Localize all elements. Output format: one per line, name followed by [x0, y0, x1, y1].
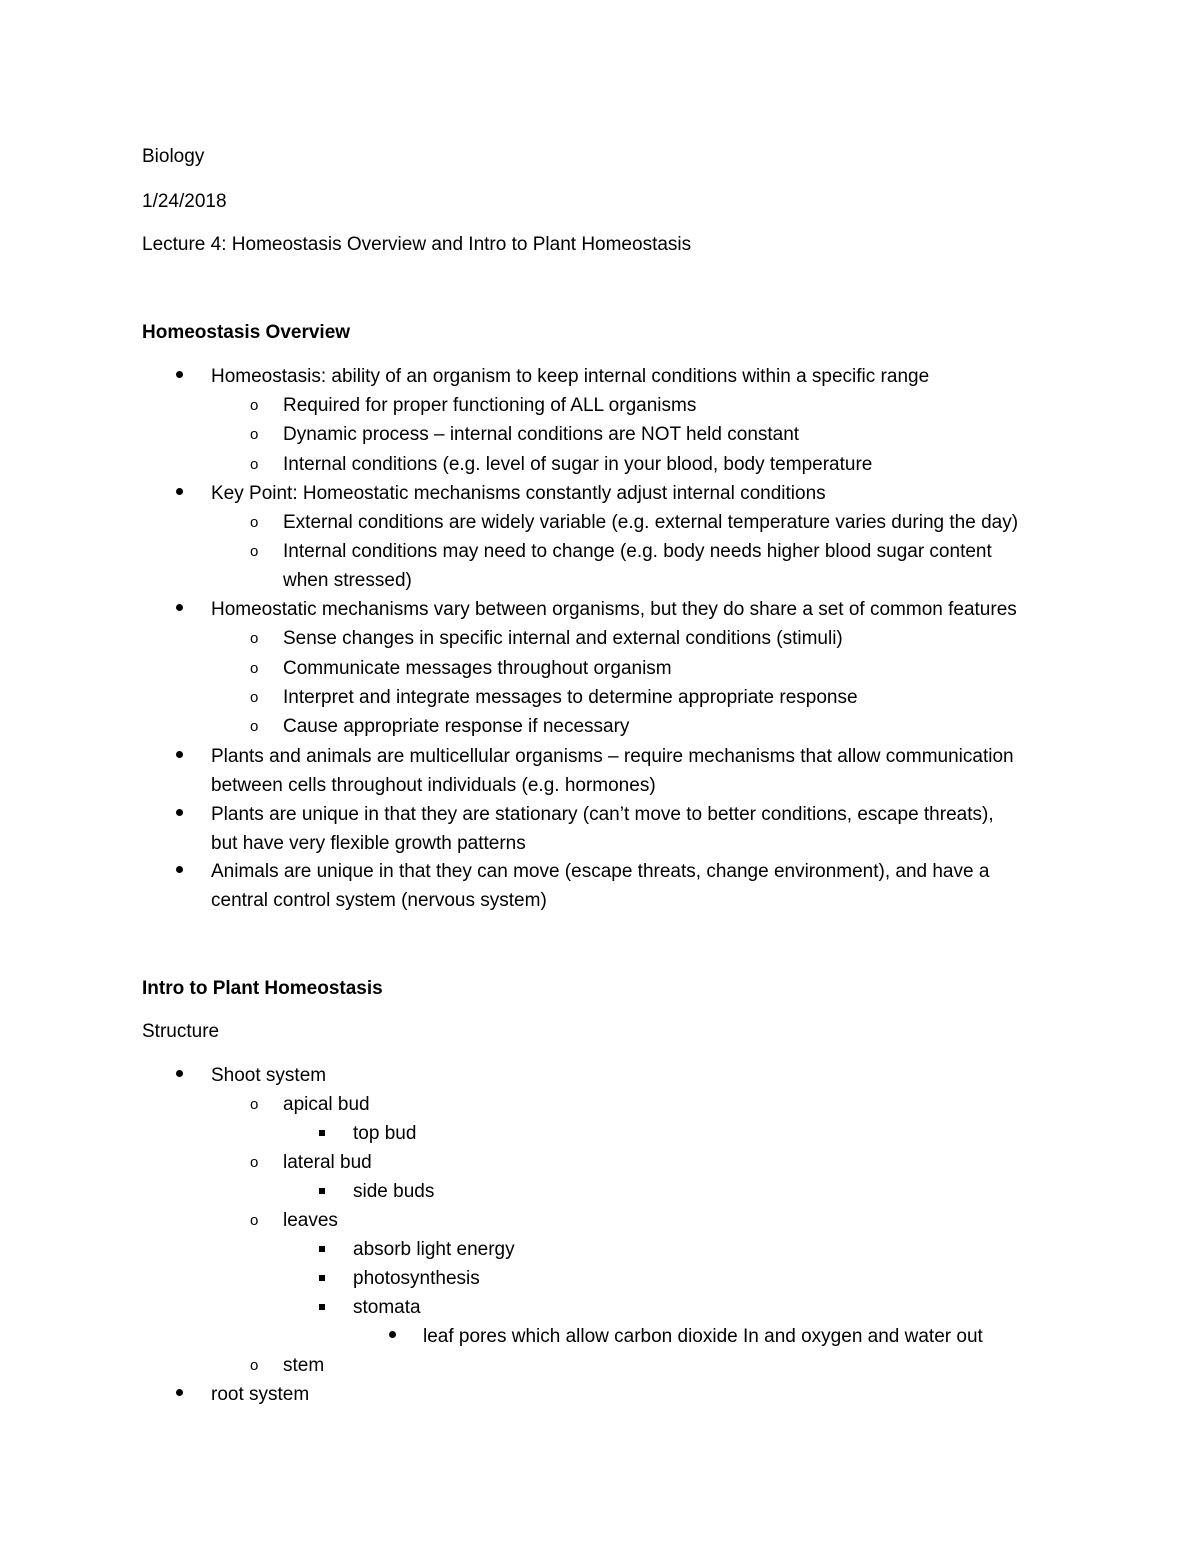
list-item: Shoot system [211, 1065, 327, 1086]
list-item: Cause appropriate response if necessary [283, 716, 630, 737]
bullet-disc-icon [176, 1389, 183, 1396]
bullet-circle-icon: o [250, 1212, 259, 1229]
list-item-continuation: central control system (nervous system) [211, 890, 547, 911]
list-item: stem [283, 1355, 325, 1376]
bullet-square-icon [319, 1130, 325, 1136]
bullet-circle-icon: o [250, 426, 259, 443]
bullet-square-icon [319, 1304, 325, 1310]
list-item: apical bud [283, 1094, 370, 1115]
list-item: leaves [283, 1210, 338, 1231]
bullet-disc-icon [176, 1070, 183, 1077]
bullet-circle-icon: o [250, 514, 259, 531]
list-item: Internal conditions (e.g. level of sugar in your blood, body temperature [283, 454, 873, 475]
list-item: stomata [353, 1297, 421, 1318]
bullet-circle-icon: o [250, 397, 259, 414]
list-item: Dynamic process – internal conditions are NOT held constant [283, 424, 800, 445]
section-heading-plant-homeostasis: Intro to Plant Homeostasis [142, 978, 383, 999]
list-item: lateral bud [283, 1152, 372, 1173]
list-item: Sense changes in specific internal and external conditions (stimuli) [283, 628, 843, 649]
list-item: top bud [353, 1123, 417, 1144]
list-item: leaf pores which allow carbon dioxide In and oxygen and water out [423, 1326, 983, 1347]
bullet-square-icon [319, 1188, 325, 1194]
subject-title: Biology [142, 146, 205, 167]
bullet-circle-icon: o [250, 1096, 259, 1113]
bullet-square-icon [319, 1275, 325, 1281]
list-item: root system [211, 1384, 310, 1405]
lecture-date: 1/24/2018 [142, 191, 227, 212]
list-item-continuation: but have very flexible growth patterns [211, 833, 526, 854]
bullet-square-icon [319, 1246, 325, 1252]
list-item: External conditions are widely variable (e.g. external temperature varies during the day) [283, 512, 1019, 533]
bullet-circle-icon: o [250, 543, 259, 560]
bullet-circle-icon: o [250, 660, 259, 677]
list-item: Internal conditions may need to change (e.g. body needs higher blood sugar content [283, 541, 992, 562]
list-item: Key Point: Homeostatic mechanisms constantly adjust internal conditions [211, 483, 826, 504]
list-item: Plants and animals are multicellular organisms – require mechanisms that allow communication [211, 746, 1014, 767]
bullet-disc-icon [176, 488, 183, 495]
bullet-circle-icon: o [250, 1154, 259, 1171]
list-item: Plants are unique in that they are stationary (can’t move to better conditions, escape threats), [211, 804, 994, 825]
list-item: Animals are unique in that they can move (escape threats, change environment), and have a [211, 861, 990, 882]
list-item: Homeostatic mechanisms vary between organisms, but they do share a set of common features [211, 599, 1017, 620]
list-item: Communicate messages throughout organism [283, 658, 672, 679]
list-item-continuation: between cells throughout individuals (e.g. hormones) [211, 775, 656, 796]
list-item: Required for proper functioning of ALL organisms [283, 395, 697, 416]
list-item: photosynthesis [353, 1268, 480, 1289]
bullet-disc-icon [389, 1331, 396, 1338]
list-item: Homeostasis: ability of an organism to keep internal conditions within a specific range [211, 366, 930, 387]
bullet-circle-icon: o [250, 1357, 259, 1374]
list-item-continuation: when stressed) [283, 570, 412, 591]
bullet-circle-icon: o [250, 630, 259, 647]
bullet-disc-icon [176, 604, 183, 611]
bullet-circle-icon: o [250, 456, 259, 473]
bullet-disc-icon [176, 809, 183, 816]
list-item: absorb light energy [353, 1239, 515, 1260]
bullet-circle-icon: o [250, 689, 259, 706]
bullet-disc-icon [176, 371, 183, 378]
lecture-title: Lecture 4: Homeostasis Overview and Intro to Plant Homeostasis [142, 234, 692, 255]
section-heading-homeostasis-overview: Homeostasis Overview [142, 322, 351, 343]
list-item: Interpret and integrate messages to determine appropriate response [283, 687, 858, 708]
bullet-disc-icon [176, 751, 183, 758]
subheading-structure: Structure [142, 1021, 220, 1042]
bullet-circle-icon: o [250, 718, 259, 735]
bullet-disc-icon [176, 866, 183, 873]
list-item: side buds [353, 1181, 435, 1202]
